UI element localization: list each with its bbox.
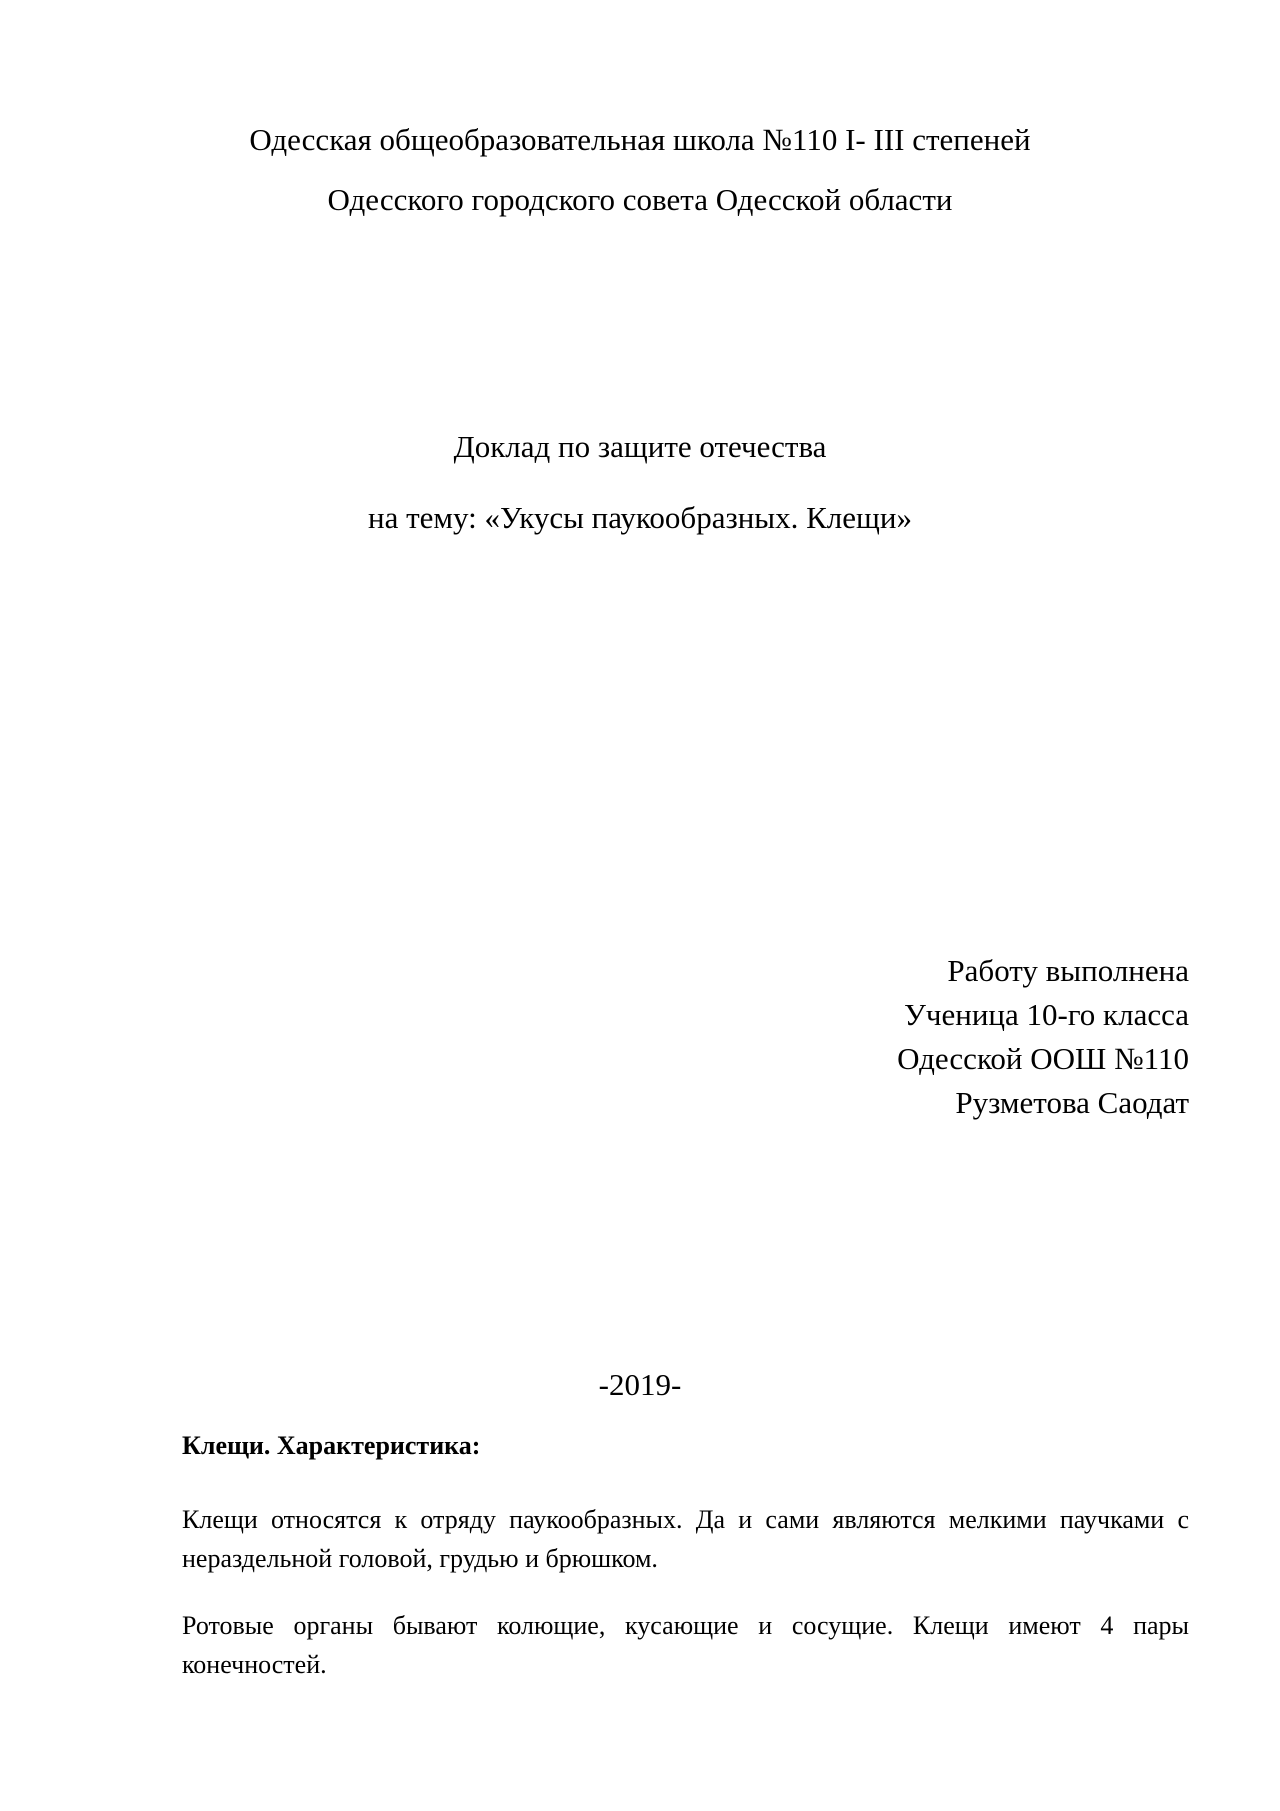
paragraph-1: Клещи относятся к отряду паукообразных. Да и сами являются мелкими паучками с нераздельной головой, грудью и брюшком.	[182, 1505, 1189, 1573]
report-title: Доклад по защите отечества	[453, 429, 827, 464]
author-block	[897, 949, 1189, 1125]
school-name-line-2: Одесского городского совета Одесской области	[327, 182, 953, 217]
year: -2019-	[598, 1367, 682, 1402]
author-line-school: Одесской ООШ №110	[897, 1041, 1189, 1076]
report-topic: на тему: «Укусы паукообразных. Клещи»	[368, 500, 912, 535]
section-heading: Клещи. Характеристика:	[182, 1431, 481, 1460]
author-line-name: Рузметова Саодат	[955, 1085, 1189, 1120]
author-line-grade: Ученица 10-го класса	[903, 997, 1189, 1032]
school-name-line-1: Одесская общеобразовательная школа №110 I- III степеней	[249, 122, 1031, 157]
author-line-work-done: Работу выполнена	[947, 953, 1189, 988]
paragraph-2: Ротовые органы бывают колющие, кусающие и сосущие. Клещи имеют 4 пары конечностей.	[182, 1611, 1189, 1679]
